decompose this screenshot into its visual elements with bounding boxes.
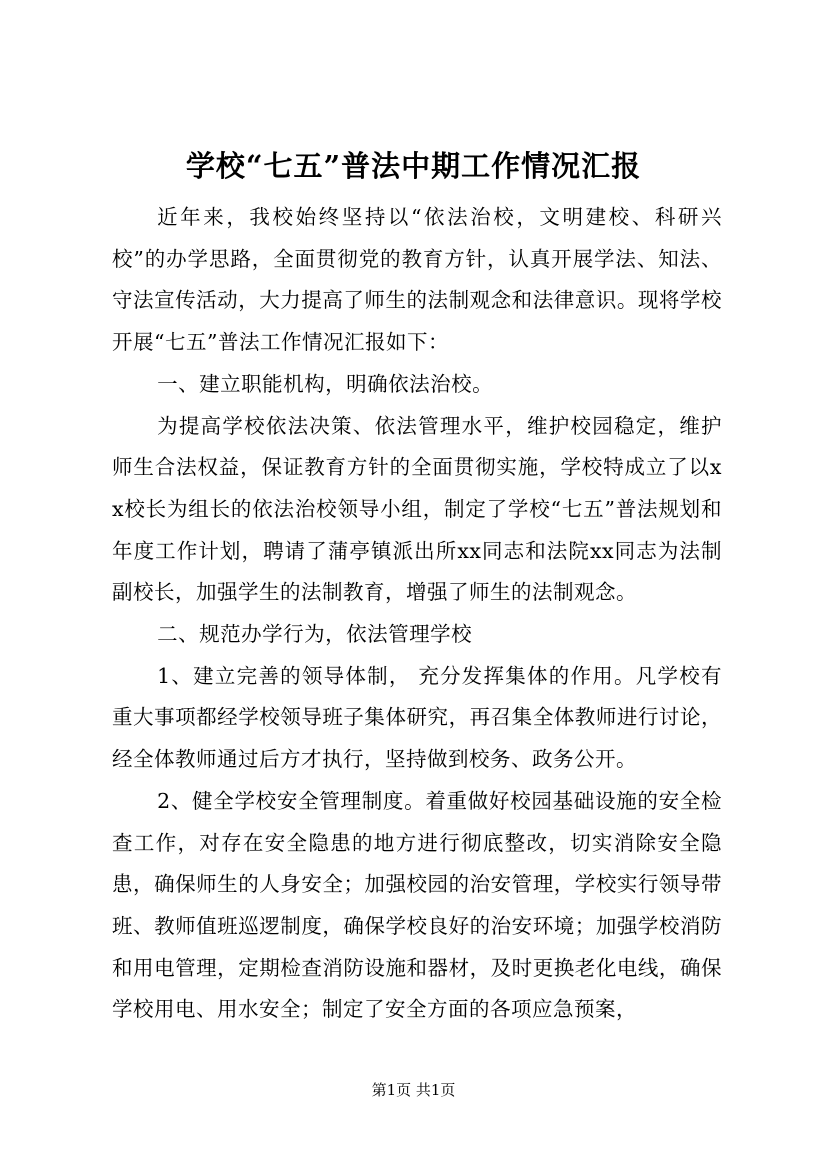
section-1-paragraph: 为提高学校依法决策、依法管理水平，维护校园稳定，维护师生合法权益，保证教育方针的全面贯彻实施，学校特成立了以xx校长为组长的依法治校领导小组，制定了学校“七五”普法规划和年度工作计划，聘请了蒲亭镇派出所xx同志和法院xx同志为法制副校长，加强学生的法制教育，增强了师生的法制观念。 (112, 413, 722, 605)
intro-paragraph: 近年来，我校始终坚持以“依法治校，文明建校、科研兴校”的办学思路，全面贯彻党的教育方针，认真开展学法、知法、守法宣传活动，大力提高了师生的法制观念和法律意识。现将学校开展“七五”普法工作情况汇报如下： (112, 205, 722, 355)
document-body (112, 197, 722, 1031)
section-2-item-1: 1、建立完善的领导体制， 充分发挥集体的作用。凡学校有重大事项都经学校领导班子集体研究，再召集全体教师进行讨论，经全体教师通过后方才执行，坚持做到校务、政务公开。 (112, 663, 722, 772)
section-heading-2: 二、规范办学行为，依法管理学校 (157, 622, 473, 647)
section-2-item-2: 2、健全学校安全管理制度。着重做好校园基础设施的安全检查工作，对存在安全隐患的地方进行彻底整改，切实消除安全隐患，确保师生的人身安全；加强校园的治安管理，学校实行领导带班、教师值班巡逻制度，确保学校良好的治安环境；加强学校消防和用电管理，定期检查消防设施和器材，及时更换老化电线，确保学校用电、用水安全；制定了安全方面的各项应急预案， (112, 788, 722, 1022)
section-heading-1: 一、建立职能机构，明确依法治校。 (157, 371, 494, 396)
page-footer: 第1页 共1页 (371, 1081, 456, 1099)
page-title: 学校“七五”普法中期工作情况汇报 (185, 149, 642, 183)
